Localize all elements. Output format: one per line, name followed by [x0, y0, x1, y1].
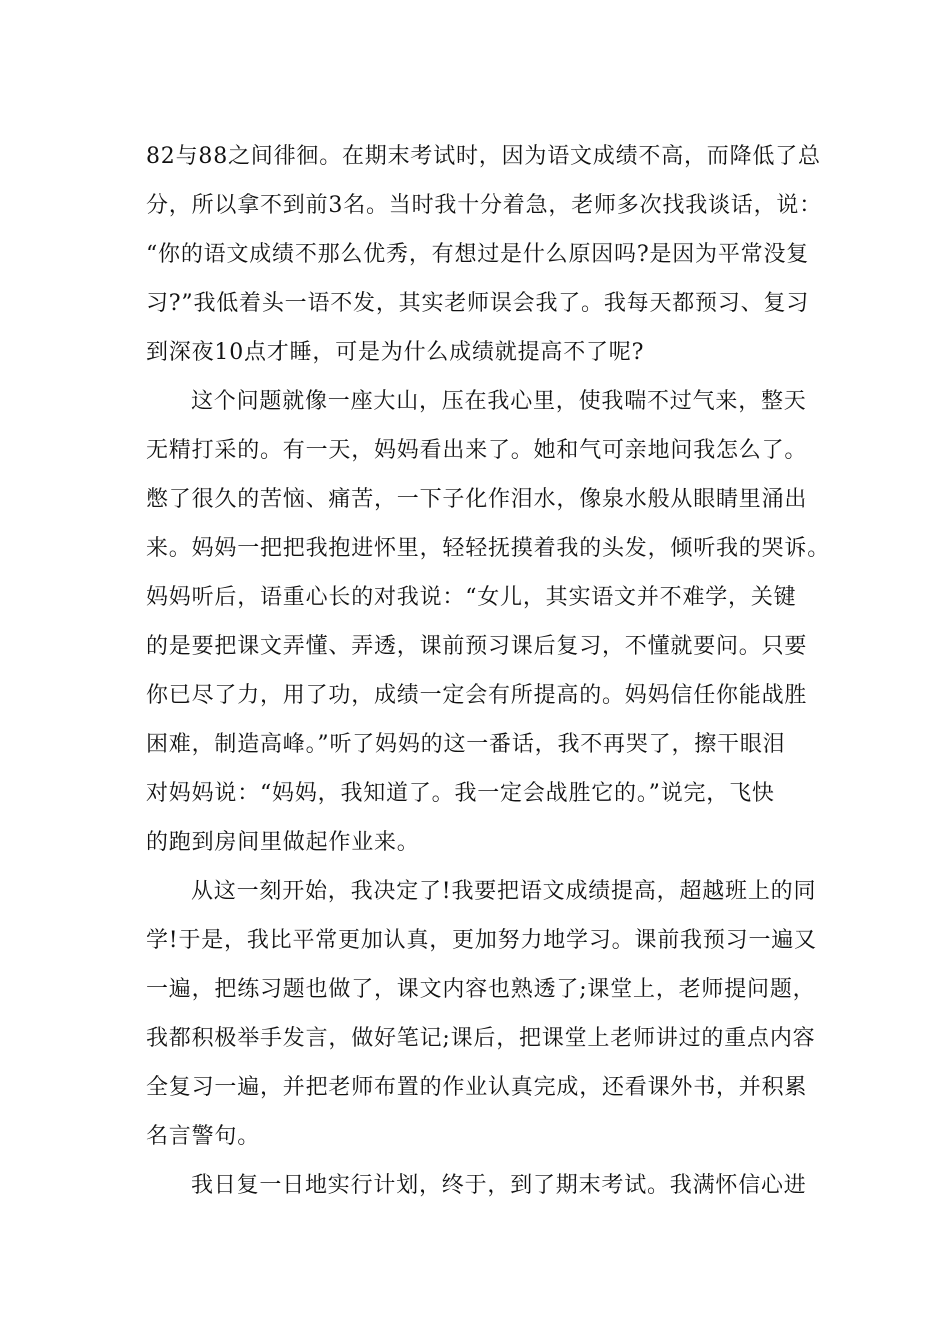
text-line: 我都积极举手发言，做好笔记;课后，把课堂上老师讲过的重点内容	[146, 1026, 816, 1051]
text-line: 习?”我低着头一语不发，其实老师误会我了。我每天都预习、复习	[146, 291, 810, 316]
text-line: 无精打采的。有一天，妈妈看出来了。她和气可亲地问我怎么了。	[146, 438, 808, 463]
text-line: 妈妈听后，语重心长的对我说：“女儿，其实语文并不难学，关键	[146, 585, 797, 610]
text-line: 憋了很久的苦恼、痛苦，一下子化作泪水，像泉水般从眼睛里涌出	[146, 487, 808, 512]
text-line: “你的语文成绩不那么优秀，有想过是什么原因吗?是因为平常没复	[146, 242, 810, 267]
text-line: 对妈妈说：“妈妈，我知道了。我一定会战胜它的。”说完，飞快	[146, 781, 775, 806]
paragraph-first-line: 我日复一日地实行计划，终于，到了期末考试。我满怀信心进	[191, 1173, 807, 1198]
text-line: 学!于是，我比平常更加认真，更加努力地学习。课前我预习一遍又	[146, 928, 817, 953]
paragraph-first-line: 从这一刻开始，我决定了!我要把语文成绩提高，超越班上的同	[191, 879, 817, 904]
text-line: 全复习一遍，并把老师布置的作业认真完成，还看课外书，并积累	[146, 1075, 808, 1100]
text-line: 你已尽了力，用了功，成绩一定会有所提高的。妈妈信任你能战胜	[146, 683, 808, 708]
paragraph-first-line: 这个问题就像一座大山，压在我心里，使我喘不过气来，整天	[191, 389, 807, 414]
text-line: 一遍，把练习题也做了，课文内容也熟透了;课堂上，老师提问题，	[146, 977, 816, 1002]
text-line: 的跑到房间里做起作业来。	[146, 830, 420, 855]
text-line: 到深夜10点才睡，可是为什么成绩就提高不了呢?	[146, 340, 645, 365]
text-line: 来。妈妈一把把我抱进怀里，轻轻抚摸着我的头发，倾听我的哭诉。	[146, 536, 831, 561]
text-line: 名言警句。	[146, 1124, 261, 1149]
text-line: 困难，制造高峰。”听了妈妈的这一番话，我不再哭了，擦干眼泪	[146, 732, 786, 757]
document-body	[146, 132, 831, 1210]
text-line: 的是要把课文弄懂、弄透，课前预习课后复习，不懂就要问。只要	[146, 634, 808, 659]
text-line: 分，所以拿不到前3名。当时我十分着急，老师多次找我谈话，说：	[146, 193, 822, 218]
text-line: 82与88之间徘徊。在期末考试时，因为语文成绩不高，而降低了总	[146, 144, 821, 169]
